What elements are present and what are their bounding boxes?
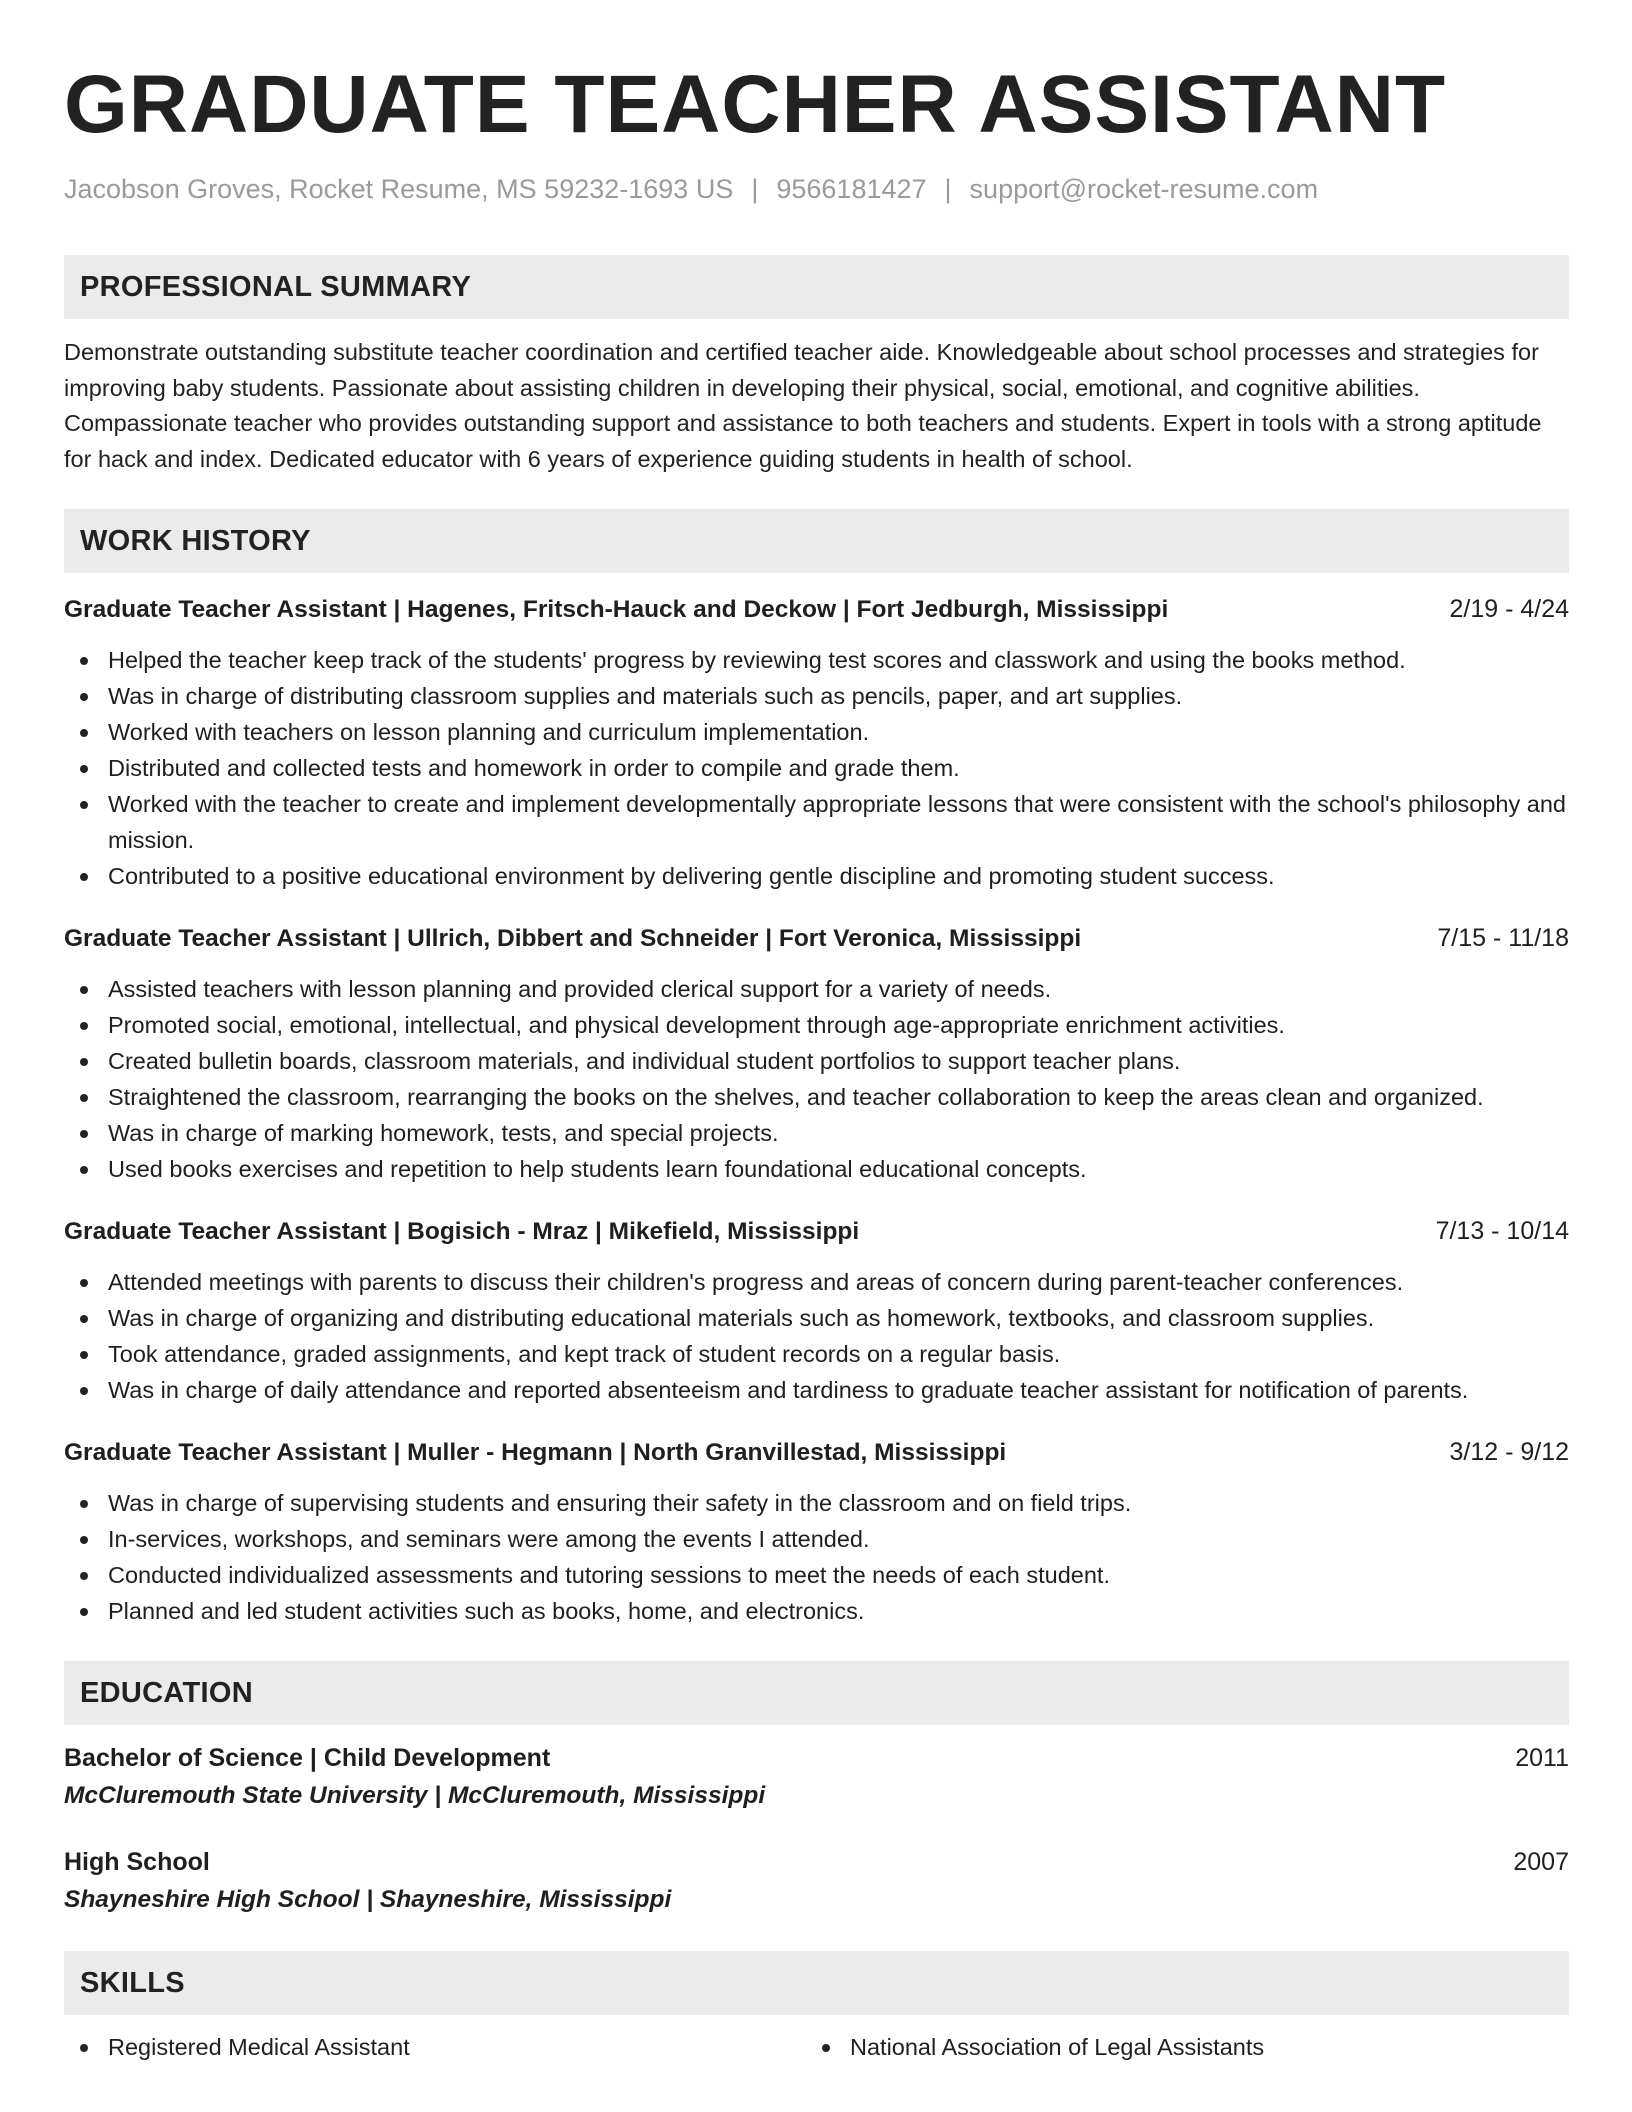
skill-item: Registered Medical Assistant [64, 2029, 806, 2065]
job-dates: 7/15 - 11/18 [1437, 924, 1569, 952]
list-item: Contributed to a positive educational environment by delivering gentle discipline and promoting student success. [64, 858, 1569, 894]
skills-column-right [806, 2029, 1548, 2065]
job-header [64, 591, 1569, 628]
degree: High School [64, 1848, 210, 1876]
skills-column-left [64, 2029, 806, 2065]
list-item: Used books exercises and repetition to help students learn foundational educational concepts. [64, 1151, 1569, 1187]
graduation-year: 2011 [1515, 1744, 1569, 1772]
job-entry [64, 1213, 1569, 1408]
resume-name: GRADUATE TEACHER ASSISTANT [64, 59, 1447, 150]
section-title: WORK HISTORY [80, 524, 311, 557]
section-header-work-history [64, 509, 1569, 573]
job-title: Graduate Teacher Assistant | Bogisich - Mraz | Mikefield, Mississippi [64, 1218, 860, 1245]
section-title: SKILLS [80, 1966, 185, 1999]
list-item: Distributed and collected tests and homework in order to compile and grade them. [64, 750, 1569, 786]
list-item: Was in charge of distributing classroom supplies and materials such as pencils, paper, and art supplies. [64, 678, 1569, 714]
job-title: Graduate Teacher Assistant | Muller - Hegmann | North Granvillestad, Mississippi [64, 1439, 1007, 1466]
job-title: Graduate Teacher Assistant | Hagenes, Fritsch-Hauck and Deckow | Fort Jedburgh, Mississippi [64, 596, 1169, 623]
school-name: McCluremouth State University | McCluremouth, Mississippi [64, 1782, 766, 1809]
job-header [64, 920, 1569, 957]
job-entry [64, 920, 1569, 1187]
list-item: Helped the teacher keep track of the students' progress by reviewing test scores and classwork and using the books method. [64, 642, 1569, 678]
contact-phone: 9566181427 [776, 174, 927, 204]
contact-line [64, 174, 1569, 205]
list-item: Worked with the teacher to create and implement developmentally appropriate lessons that were consistent with the school's philosophy and mission. [64, 786, 1569, 858]
section-header-skills [64, 1951, 1569, 2015]
list-item: In-services, workshops, and seminars were among the events I attended. [64, 1521, 1569, 1557]
job-bullets [64, 971, 1569, 1187]
skill-item: National Association of Legal Assistants [806, 2029, 1548, 2065]
education-entry [64, 1739, 1569, 1815]
skills-list [64, 2029, 1569, 2065]
education-entry [64, 1843, 1569, 1919]
list-item: Was in charge of daily attendance and reported absenteeism and tardiness to graduate teacher assistant for notification of parents. [64, 1372, 1569, 1408]
list-item: Attended meetings with parents to discuss their children's progress and areas of concern during parent-teacher conferences. [64, 1264, 1569, 1300]
job-bullets [64, 1485, 1569, 1629]
list-item: Worked with teachers on lesson planning and curriculum implementation. [64, 714, 1569, 750]
job-title: Graduate Teacher Assistant | Ullrich, Dibbert and Schneider | Fort Veronica, Mississippi [64, 925, 1082, 952]
list-item: Straightened the classroom, rearranging the books on the shelves, and teacher collaboration to keep the areas clean and organized. [64, 1079, 1569, 1115]
contact-separator: | [944, 174, 952, 204]
list-item: Created bulletin boards, classroom materials, and individual student portfolios to support teacher plans. [64, 1043, 1569, 1079]
section-title: PROFESSIONAL SUMMARY [80, 270, 472, 303]
section-title: EDUCATION [80, 1676, 253, 1709]
list-item: Promoted social, emotional, intellectual, and physical development through age-appropriate enrichment activities. [64, 1007, 1569, 1043]
degree: Bachelor of Science | Child Development [64, 1744, 551, 1772]
job-bullets [64, 642, 1569, 894]
list-item: Assisted teachers with lesson planning and provided clerical support for a variety of needs. [64, 971, 1569, 1007]
section-header-summary [64, 255, 1569, 319]
list-item: Planned and led student activities such as books, home, and electronics. [64, 1593, 1569, 1629]
education-header [64, 1843, 1569, 1881]
job-dates: 2/19 - 4/24 [1449, 595, 1569, 623]
section-header-education [64, 1661, 1569, 1725]
list-item: Was in charge of marking homework, tests, and special projects. [64, 1115, 1569, 1151]
job-bullets [64, 1264, 1569, 1408]
list-item: Conducted individualized assessments and tutoring sessions to meet the needs of each student. [64, 1557, 1569, 1593]
list-item: Was in charge of organizing and distributing educational materials such as homework, textbooks, and classroom supplies. [64, 1300, 1569, 1336]
job-dates: 7/13 - 10/14 [1435, 1217, 1569, 1245]
job-entry [64, 591, 1569, 894]
summary-text: Demonstrate outstanding substitute teacher coordination and certified teacher aide. Knowledgeable about school processes and strategies for improving baby students. Passionate about assisting children in developing their physical, social, emotional, and cognitive abilities. Compassionate teacher who provides outstanding support and assistance to both teachers and students. Expert in tools with a strong aptitude for hack and index. Dedicated educator with 6 years of experience guiding students in health of school. [64, 339, 1542, 472]
job-entry [64, 1434, 1569, 1629]
job-header [64, 1434, 1569, 1471]
education-header [64, 1739, 1569, 1777]
contact-email: support@rocket-resume.com [969, 174, 1319, 204]
contact-address: Jacobson Groves, Rocket Resume, MS 59232-1693 US [64, 174, 734, 204]
list-item: Was in charge of supervising students and ensuring their safety in the classroom and on field trips. [64, 1485, 1569, 1521]
graduation-year: 2007 [1513, 1848, 1569, 1876]
school-name: Shayneshire High School | Shayneshire, Mississippi [64, 1886, 672, 1913]
job-dates: 3/12 - 9/12 [1449, 1438, 1569, 1466]
list-item: Took attendance, graded assignments, and kept track of student records on a regular basis. [64, 1336, 1569, 1372]
job-header [64, 1213, 1569, 1250]
contact-separator: | [751, 174, 759, 204]
